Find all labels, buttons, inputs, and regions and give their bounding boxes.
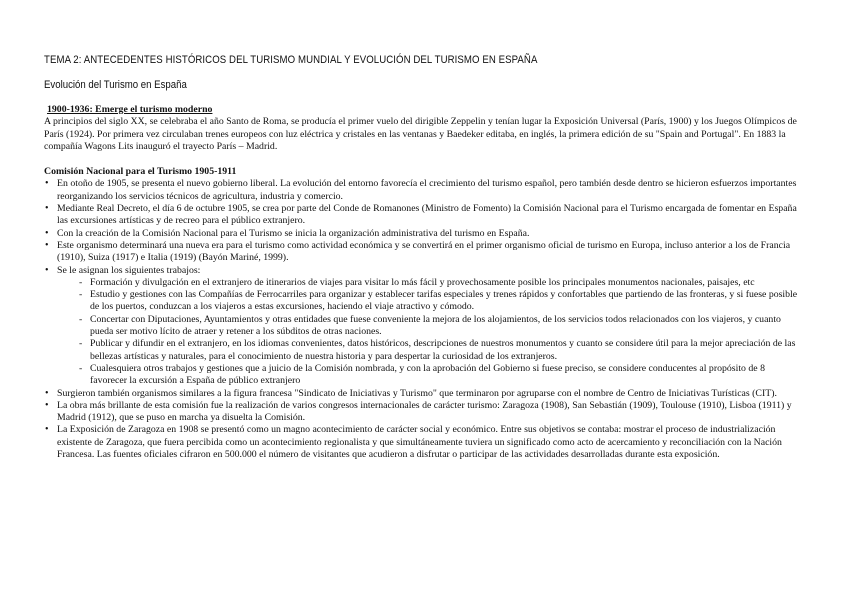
list-item: • Con la creación de la Comisión Nacional para el Turismo se inicia la organización administrativa del turismo en España. bbox=[44, 228, 804, 240]
tasks-sublist bbox=[57, 277, 804, 388]
page-subtitle: Evolución del Turismo en España bbox=[44, 79, 187, 91]
task-item: - Formación y divulgación en el extranjero de itinerarios de viajes para visitar lo más fácil y provechosamente posible los principales monumentos nacionales, paisajes, etc bbox=[57, 277, 804, 289]
list-item: • La Exposición de Zaragoza en 1908 se presentó como un magno acontecimiento de carácter social y económico. Entre sus objetivos se contaba: mostrar el proceso de industrialización existente de Zaragoza, que fuera percibida como un acontecimiento regionalista y que simultáneamente tuviera un significado como acto de acercamiento y reconciliación con la Nación Francesa. Las fuentes oficiales cifraron en 500.000 el número de visitantes que acudieron a disfrutar o participar de las actividades desarrolladas durante esta exposición. bbox=[44, 424, 804, 461]
task-item: - Cualesquiera otros trabajos y gestiones que a juicio de la Comisión nombrada, y con la aprobación del Gobierno si fuese preciso, se considere conducentes al propósito de 8 favorecer la excursión a España de público extranjero bbox=[57, 363, 804, 388]
document-body bbox=[44, 104, 804, 461]
section2-heading: Comisión Nacional para el Turismo 1905-1911 bbox=[44, 166, 237, 178]
section1-heading: 1900-1936: Emerge el turismo moderno bbox=[47, 104, 213, 115]
list-item: • En otoño de 1905, se presenta el nuevo gobierno liberal. La evolución del entorno favorecía el crecimiento del turismo español, pero también desde dentro se hicieron esfuerzos importantes reorganizando los servicios técnicos de agricultura, industria y comercio. bbox=[44, 178, 804, 203]
task-item: - Concertar con Diputaciones, Ayuntamientos y otras entidades que fuese conveniente la mejora de los alojamientos, de los servicios todos relacionados con los viajeros, y cuanto pueda ser motivo lícito de atraer y retener a los súbditos de otras naciones. bbox=[57, 314, 804, 339]
list-item: • Mediante Real Decreto, el día 6 de octubre 1905, se crea por parte del Conde de Romanones (Ministro de Fomento) la Comisión Nacional para el Turismo encargada de fomentar en España las excursiones artísticas y de recreo para el público extranjero. bbox=[44, 203, 804, 228]
list-item: • La obra más brillante de esta comisión fue la realización de varios congresos internacionales de carácter turismo: Zaragoza (1908), San Sebastián (1909), Toulouse (1910), Lisboa (1911) y Madrid (1912), que se puso en marcha ya disuelta la Comisión. bbox=[44, 400, 804, 425]
list-item-tasks: • Se le asignan los siguientes trabajos: - Formación y divulgación en el extranjero de itinerarios de viajes para visitar lo más fácil y provechosamente posible los principales monumentos nacionales, paisajes, etc - Estudio y gestiones con las Compañías de Ferrocarriles para organizar y establecer tarifas especiales y trenes rápidos y confortables que partiendo de las fronteras, y si fuese posible de los puertos, conduzcan a los viajeros a estas excursiones, haciendo el viaje atractivo y cómodo. - Concertar con Diputaciones, Ayuntamientos y otras entidades que fuese conveniente la mejora de los alojamientos, de los servicios todos relacionados con los viajeros, y cuanto pueda ser motivo lícito de atraer y retener a los súbditos de otras naciones. - Publicar y difundir en el extranjero, en los idiomas convenientes, datos históricos, descripciones de nuestros monumentos y cuanto se considere útil para la mejor apreciación de las bellezas artísticas y naturales, para el conocimiento de nuestra historia y para despertar la curiosidad de los extranjeros. - Cualesquiera otros trabajos y gestiones que a juicio de la Comisión nombrada, y con la aprobación del Gobierno si fuese preciso, se considere conducentes al propósito de 8 favorecer la excursión a España de público extranjero bbox=[44, 265, 804, 388]
page-title: TEMA 2: ANTECEDENTES HISTÓRICOS DEL TURISMO MUNDIAL Y EVOLUCIÓN DEL TURISMO EN ESPAÑA bbox=[44, 54, 538, 66]
section2-bullet-list bbox=[44, 178, 804, 461]
section1-paragraph: A principios del siglo XX, se celebraba el año Santo de Roma, se producía el primer vuelo del dirigible Zeppelin y tenían lugar la Exposición Universal (París, 1900) y los Juegos Olímpicos de París (1924). Por primera vez circulaban trenes europeos con luz eléctrica y cristales en las ventanas y Baedeker editaba, en inglés, la primera edición de su "Spain and Portugal". En 1883 la compañía Wagons Lits inauguró el trayecto París – Madrid. bbox=[44, 116, 797, 152]
task-item: - Estudio y gestiones con las Compañías de Ferrocarriles para organizar y establecer tarifas especiales y trenes rápidos y confortables que partiendo de las fronteras, y si fuese posible de los puertos, conduzcan a los viajeros a estas excursiones, haciendo el viaje atractivo y cómodo. bbox=[57, 289, 804, 314]
task-item: - Publicar y difundir en el extranjero, en los idiomas convenientes, datos históricos, descripciones de nuestros monumentos y cuanto se considere útil para la mejor apreciación de las bellezas artísticas y naturales, para el conocimiento de nuestra historia y para despertar la curiosidad de los extranjeros. bbox=[57, 338, 804, 363]
list-item: • Este organismo determinará una nueva era para el turismo como actividad económica y se convertirá en el primer organismo oficial de turismo en Europa, incluso anterior a los de Francia (1910), Suiza (1917) e Italia (1919) (Bayón Mariné, 1999). bbox=[44, 240, 804, 265]
list-item: • Surgieron también organismos similares a la figura francesa "Sindicato de Iniciativas y Turismo" que terminaron por agruparse con el nombre de Centro de Iniciativas Turísticas (CIT). bbox=[44, 388, 804, 400]
